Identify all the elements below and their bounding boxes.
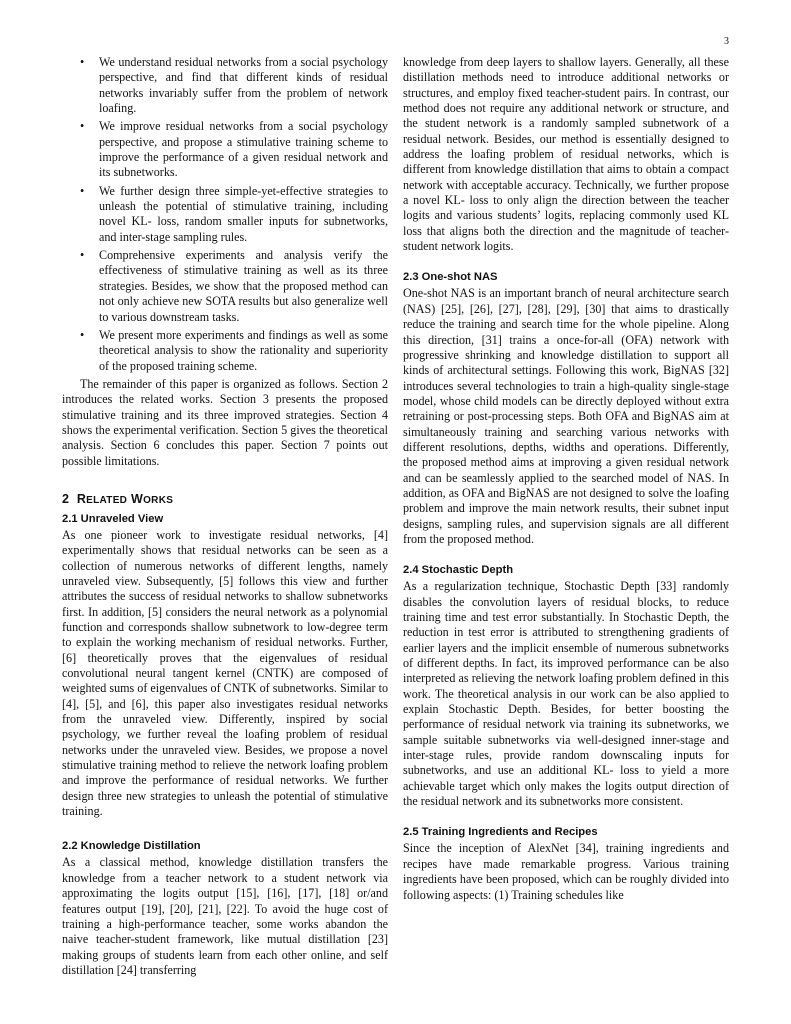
unraveled-view-paragraph: As one pioneer work to investigate residual networks, [4] experimentally shows that residual networks can be seen as a collection of numerous networks of different lengths, namely unraveled view. Subsequently, [5] follows this view and further attributes the success of residual networks to shallow subnetworks first. In addition, [5] considers the neural network as a polynomial function and corresponds shallow subnetwork to low-degree term to explain the working mechanism of residual networks. Further, [6] theoretically proves that the eigenvalues of residual convolutional neural tangent kernel (CNTK) are composed of weighted sums of eigenvalues of CNTK of subnetworks. Similar to [4], [5], and [6], this paper also investigates residual networks from the unraveled view. Differently, inspired by social psychology, we further reveal the loafing problem of residual networks under the unraveled view. Besides, we propose a novel stimulative training method to relieve the network loafing problem and improve the performance of residual networks. We further design three new strategies to unleash the potential of stimulative training. <box>62 527 388 819</box>
bullet-text: We further design three simple-yet-effective strategies to unleash the potential of stimulative training, including novel KL- loss, random smaller inputs for subnetworks, and inter-stage sampling rules. <box>99 183 388 244</box>
subsection-heading-knowledge-distillation: 2.2 Knowledge Distillation <box>62 840 201 853</box>
contributions-list <box>62 55 388 374</box>
section-heading-related-works <box>62 491 388 509</box>
right-column <box>403 55 729 903</box>
section-number: 2 <box>62 491 70 506</box>
list-item: • We present more experiments and findings as well as some theoretical analysis to show the rationality and superiority of the proposed training scheme. <box>80 327 388 373</box>
list-item: • We understand residual networks from a social psychology perspective, and find that different kinds of residual networks invariably suffer from the problem of network loafing. <box>80 55 388 116</box>
list-item: • We further design three simple-yet-effective strategies to unleash the potential of stimulative training, including novel KL- loss, random smaller inputs for subnetworks, and inter-stage sampling rules. <box>80 183 388 244</box>
page-number: 3 <box>724 36 729 47</box>
stochastic-depth-paragraph: As a regularization technique, Stochastic Depth [33] randomly disables the convolution layers of residual blocks, to reduce training time and test error substantially. In Stochastic Depth, the reduction in test error is attributed to strengthening gradients of earlier layers and the implicit ensemble of numerous subnetworks of different depths. In fact, its improved performance can be also interpreted as relieving the network loafing problem defined in this work. The theoretical analysis in our work can be also applied to explain Stochastic Depth. Besides, for better boosting the performance of residual network via training its subnetworks, we sample suitable subnetworks via well-designed inner-stage and inter-stage rules, provide random downscaling inputs for subnetworks, and use an additional KL- loss to yield a more achievable target which only makes the logits output direction of the residual network and its subnetworks more consistent. <box>403 579 729 809</box>
subsection-heading-training-ingredients: 2.5 Training Ingredients and Recipes <box>403 826 598 839</box>
bullet-text: We improve residual networks from a social psychology perspective, and propose a stimulative training scheme to improve the performance of a given residual network and its subnetworks. <box>99 119 388 180</box>
knowledge-distillation-paragraph: As a classical method, knowledge distillation transfers the knowledge from a teacher network to a student network via approximating the logits output [15], [16], [17], [18] or/and features output [19], [20], [21], [22]. To avoid the huge cost of training a high-performance teacher, some works abandon the naive teacher-student framework, like mutual distillation [23] making groups of students learn from each other online, and self distillation [24] transferring <box>62 855 388 977</box>
bullet-text: We present more experiments and findings as well as some theoretical analysis to show the rationality and superiority of the proposed training scheme. <box>99 327 388 373</box>
subsection-heading-one-shot-nas: 2.3 One-shot NAS <box>403 271 498 284</box>
organization-paragraph: The remainder of this paper is organized as follows. Section 2 introduces the related works. Section 3 presents the proposed stimulative training and its three improved strategies. Section 4 shows the experimental verification. Section 5 gives the theoretical analysis. Section 6 concludes this paper. Section 7 points out possible limitations. <box>62 376 388 468</box>
subsection-heading-unraveled-view: 2.1 Unraveled View <box>62 512 164 525</box>
knowledge-distillation-continued: knowledge from deep layers to shallow layers. Generally, all these distillation methods need to introduce additional networks or structures, and employ fixed teacher-student pairs. In contrast, our method does not require any additional network or structure, and the student network is a randomly sampled subnetwork of a residual network. Besides, our method is essentially designed to address the loafing problem of residual networks, which is different from knowledge distillation that aims to obtain a compact network with acceptable accuracy. Technically, we further propose a novel KL- loss to only align the direction between the teacher logits and various students’ logits, replacing commonly used KL loss that aligns both the direction and the magnitude of teacher-student network logits. <box>403 55 729 254</box>
training-ingredients-paragraph: Since the inception of AlexNet [34], training ingredients and recipes have made remarkable progress. Various training ingredients have been proposed, which can be roughly divided into following aspects: (1) Training schedules like <box>403 841 729 902</box>
bullet-text: We understand residual networks from a social psychology perspective, and find that different kinds of residual networks invariably suffer from the problem of network loafing. <box>99 55 388 116</box>
one-shot-nas-paragraph: One-shot NAS is an important branch of neural architecture search (NAS) [25], [26], [27], [28], [29], [30] that aims to drastically reduce the training and search time for the whole pipeline. Along this direction, [31] trains a once-for-all (OFA) network with progressive shrinking and knowledge distillation to support all kinds of architectural settings. Following this work, BigNAS [32] introduces several technologies to train a high-quality single-stage model, whose child models can be directly deployed without extra retraining or post-processing steps. Both OFA and BigNAS aim at simultaneously training and searching various networks with different resolutions, depths, widths and operations. Differently, the proposed method aims at improving a given residual network and can be seamlessly applied to the searched model of NAS. In addition, as OFA and BigNAS are not designed to solve the loafing problem and improve the main network results, their subnet input designs, sampling rules, and supervision signals are all different from the proposed method. <box>403 286 729 546</box>
list-item: • Comprehensive experiments and analysis verify the effectiveness of stimulative training as well as its three strategies. Besides, we show that the proposed method can not only achieve new SOTA results but also generalize well to various downstream tasks. <box>80 248 388 324</box>
left-column <box>62 55 388 978</box>
bullet-text: Comprehensive experiments and analysis verify the effectiveness of stimulative training as well as its three strategies. Besides, we show that the proposed method can not only achieve new SOTA results but also generalize well to various downstream tasks. <box>99 248 388 324</box>
list-item: • We improve residual networks from a social psychology perspective, and propose a stimulative training scheme to improve the performance of a given residual network and its subnetworks. <box>80 119 388 180</box>
subsection-heading-stochastic-depth: 2.4 Stochastic Depth <box>403 564 514 577</box>
section-title: RELATED WORKS <box>76 491 174 506</box>
